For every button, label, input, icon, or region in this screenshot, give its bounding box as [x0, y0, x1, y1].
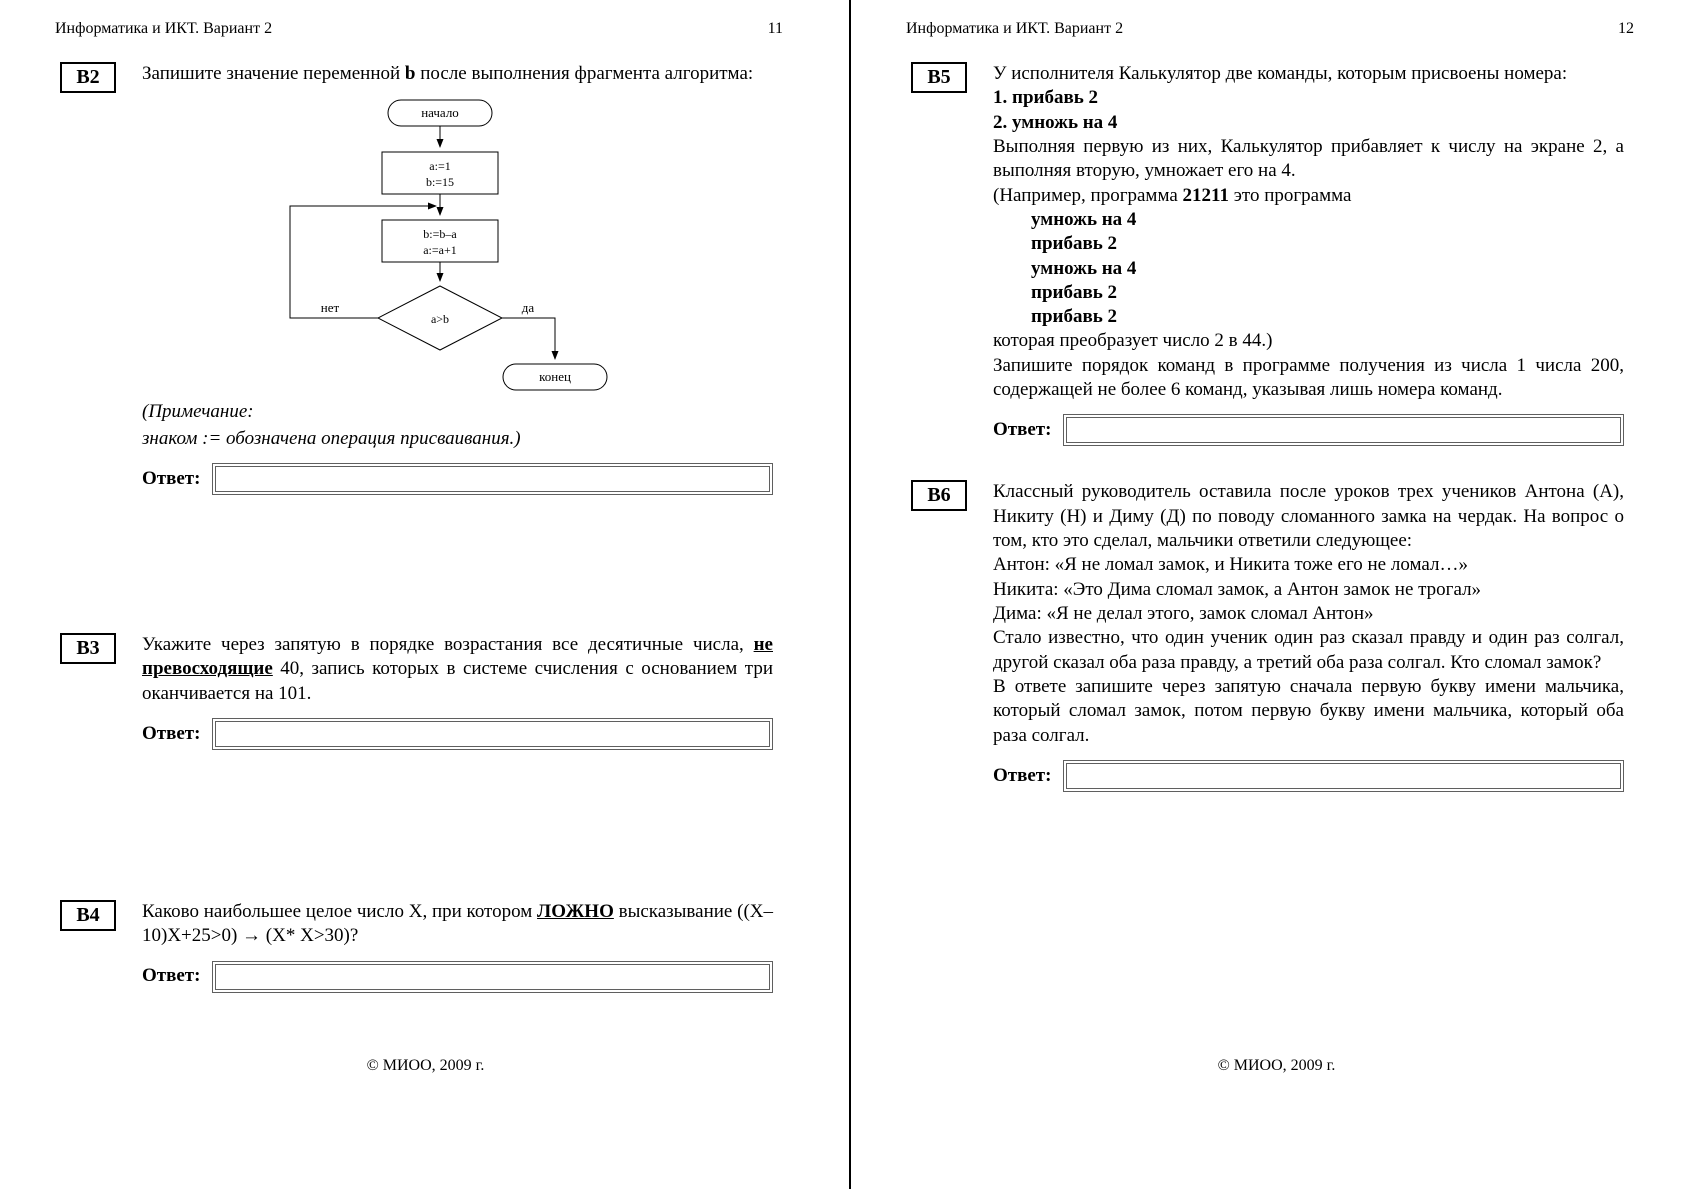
program-step-5: прибавь 2 — [1031, 306, 1118, 328]
answer-row-b4 — [142, 961, 773, 993]
program-step-2: прибавь 2 — [1031, 233, 1118, 255]
answer-label-b6: Ответ: — [993, 764, 1052, 786]
page-number: 12 — [1618, 20, 1634, 37]
task-b6-body — [993, 480, 1624, 791]
flow-yes-label: да — [521, 300, 535, 316]
answer-input-b5-inner — [1066, 417, 1621, 443]
page-12-footer: © МИОО, 2009 г. — [1217, 1057, 1336, 1074]
task-b2-body — [142, 62, 773, 495]
variable-b: b — [404, 63, 416, 84]
answer-input-b4-inner — [215, 964, 770, 990]
page-11-header — [0, 0, 851, 38]
flow-no-label: нет — [320, 300, 340, 316]
task-b6 — [911, 480, 1624, 791]
program-step-4: прибавь 2 — [1031, 281, 1118, 303]
flow-end-label: конец — [539, 369, 571, 385]
flow-condition-label: a>b — [430, 312, 450, 327]
answer-input-b4[interactable] — [212, 961, 773, 993]
task-b5-label: В5 — [911, 62, 967, 93]
answer-input-b6-inner — [1066, 763, 1621, 789]
quote-dima: Дима: «Я не делал этого, замок сломал Антон» — [993, 602, 1374, 624]
page-12-header — [851, 0, 1702, 38]
task-b4-label: В4 — [60, 900, 116, 931]
answer-label-b5: Ответ: — [993, 419, 1052, 441]
program-code: 21211 — [1182, 184, 1229, 206]
answer-row-b3 — [142, 718, 773, 750]
task-b2 — [60, 62, 773, 495]
task-b6-question: В ответе запишите через запятую сначала первую букву имени мальчика, который сломал замок, потом первую букву имени мальчика, который оба раза солгал. — [993, 675, 1624, 746]
answer-input-b3-inner — [215, 721, 770, 747]
task-b3-label: В3 — [60, 633, 116, 664]
flow-init-line1: a:=1 — [429, 159, 451, 174]
task-b5-body — [993, 62, 1624, 446]
flow-start-label: начало — [421, 105, 459, 121]
answer-input-b6[interactable] — [1063, 760, 1624, 792]
flow-loop-line2: a:=a+1 — [423, 243, 457, 258]
program-step-1: умножь на 4 — [1031, 208, 1137, 230]
task-b2-note-line2: знаком := обозначена операция присваивания.) — [142, 427, 521, 449]
task-b3-body — [142, 633, 773, 750]
task-b6-conditions: Стало известно, что один ученик один раз сказал правду и один раз солгал, другой сказал оба раза правду, а третий оба раза солгал. Кто сломал замок? — [993, 627, 1624, 673]
answer-row-b6 — [993, 760, 1624, 792]
task-b4-body — [142, 900, 773, 993]
task-b4 — [60, 900, 773, 993]
answer-row-b5 — [993, 414, 1624, 446]
task-b5-command-2: 2. умножь на 4 — [993, 111, 1118, 133]
emphasis-not-exceeding: не превосходящие — [142, 633, 773, 680]
page-12-content — [851, 38, 1702, 792]
header-title: Информатика и ИКТ. Вариант 2 — [55, 20, 273, 37]
quote-anton: Антон: «Я не ломал замок, и Никита тоже его не ломал…» — [993, 554, 1468, 576]
answer-input-b2-inner — [215, 466, 770, 492]
answer-row-b2 — [142, 463, 773, 495]
answer-label-b2: Ответ: — [142, 467, 201, 489]
task-b5-intro: У исполнителя Калькулятор две команды, которым присвоены номера: — [993, 63, 1568, 84]
page-12 — [851, 0, 1702, 1189]
task-b5-example-result: которая преобразует число 2 в 44.) — [993, 330, 1273, 352]
answer-input-b3[interactable] — [212, 718, 773, 750]
flow-yes-connector — [502, 318, 555, 359]
program-step-3: умножь на 4 — [1031, 257, 1137, 279]
page-11-content — [0, 38, 851, 993]
answer-label-b4: Ответ: — [142, 965, 201, 987]
page-number: 11 — [767, 20, 783, 37]
algorithm-flowchart — [230, 94, 660, 394]
task-b3-text: Укажите через запятую в порядке возрастания все десятичные числа, не превосходящие 40, запись которых в системе счисления с основанием три оканчивается на 101. — [142, 633, 773, 704]
task-b5-explanation: Выполняя первую из них, Калькулятор прибавляет к числу на экране 2, а выполняя вторую, умножает его на 4. — [993, 135, 1624, 182]
task-b3 — [60, 633, 773, 750]
answer-input-b5[interactable] — [1063, 414, 1624, 446]
flow-init-line2: b:=15 — [425, 175, 455, 190]
task-b6-label: В6 — [911, 480, 967, 511]
task-b2-label: В2 — [60, 62, 116, 93]
task-b5 — [911, 62, 1624, 446]
task-b4-text: Каково наибольшее целое число X, при котором ЛОЖНО высказывание ((X–10)X+25>0) → (X* X>30)? — [142, 900, 773, 947]
task-b2-note-line1: (Примечание: — [142, 401, 254, 423]
task-b2-text: Запишите значение переменной b после выполнения фрагмента алгоритма: — [142, 63, 754, 84]
answer-label-b3: Ответ: — [142, 722, 201, 744]
quote-nikita: Никита: «Это Дима сломал замок, а Антон замок не трогал» — [993, 578, 1482, 600]
task-b5-example-intro: (Например, программа 21211 это программа — [993, 184, 1352, 206]
task-b5-command-1: 1. прибавь 2 — [993, 87, 1099, 109]
flow-loop-line1: b:=b–a — [423, 227, 457, 242]
emphasis-false: ЛОЖНО — [537, 900, 614, 922]
answer-input-b2[interactable] — [212, 463, 773, 495]
task-b5-question: Запишите порядок команд в программе получения из числа 1 числа 200, содержащей не более 6 команд, указывая лишь номера команд. — [993, 354, 1624, 401]
header-title: Информатика и ИКТ. Вариант 2 — [906, 20, 1124, 37]
task-b6-intro: Классный руководитель оставила после уроков трех учеников Антона (А), Никиту (Н) и Диму (Д) по поводу сломанного замка на чердак. На вопрос о том, кто это сделал, мальчики ответили следующее: — [993, 481, 1624, 551]
page-11-footer: © МИОО, 2009 г. — [366, 1057, 485, 1074]
